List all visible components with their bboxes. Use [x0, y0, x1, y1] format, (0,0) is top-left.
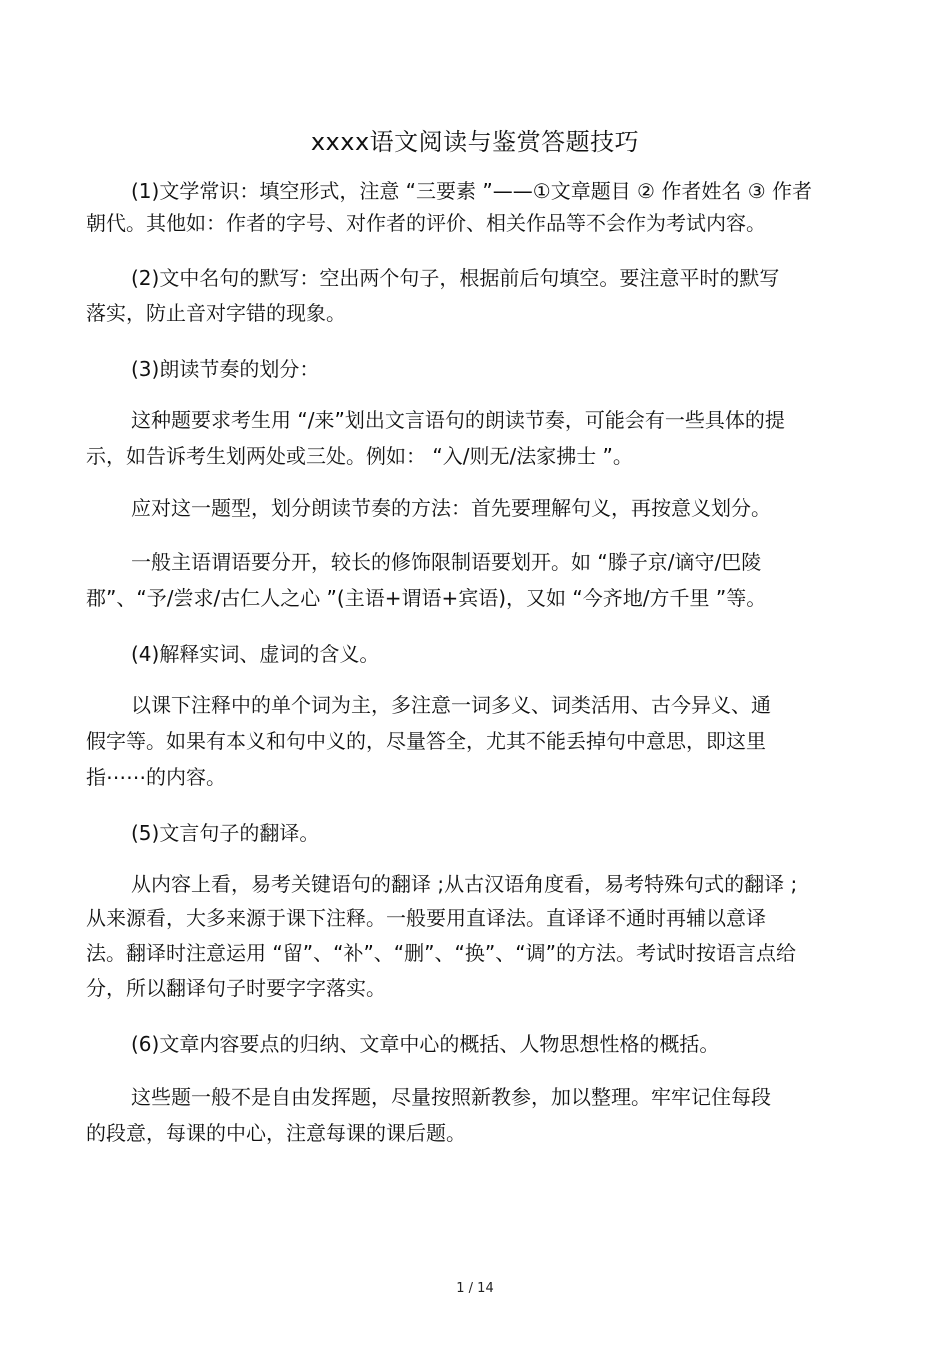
paragraph-line: (3)朗读节奏的划分： [131, 357, 320, 381]
paragraph-line: 从内容上看，易考关键语句的翻译 ;从古汉语角度看，易考特殊句式的翻译 ; [131, 872, 798, 896]
paragraph-line: 法。翻译时注意运用 “留”、“补”、“删”、“换”、“调”的方法。考试时按语言点给 [86, 941, 796, 965]
paragraph-line: (2)文中名句的默写：空出两个句子，根据前后句填空。要注意平时的默写 [131, 266, 780, 290]
paragraph-line: 应对这一题型，划分朗读节奏的方法：首先要理解句义，再按意义划分。 [131, 496, 771, 520]
paragraph-line: 以课下注释中的单个词为主，多注意一词多义、词类活用、古今异义、通 [131, 693, 771, 717]
paragraph-line: 一般主语谓语要分开，较长的修饰限制语要划开。如 “滕子京/谪守/巴陵 [131, 550, 762, 574]
paragraph-line: 郡”、“予/尝求/古仁人之心 ”(主语+谓语+宾语)，又如 “今齐地/方千里 ”等。 [86, 586, 767, 610]
paragraph-line: (4)解释实词、虚词的含义。 [131, 642, 380, 666]
paragraph-line: 朝代。其他如：作者的字号、对作者的评价、相关作品等不会作为考试内容。 [86, 211, 766, 235]
paragraph-line: 这种题要求考生用 “/来”划出文言语句的朗读节奏，可能会有一些具体的提 [131, 408, 785, 432]
paragraph-line: 落实，防止音对字错的现象。 [86, 301, 346, 325]
paragraph-line: 指⋯⋯的内容。 [86, 765, 226, 789]
paragraph-line: 示，如告诉考生划两处或三处。例如： “入/则无/法家拂士 ”。 [86, 444, 633, 468]
page-number: 1 / 14 [456, 1281, 494, 1296]
paragraph-line: 假字等。如果有本义和句中义的，尽量答全，尤其不能丢掉句中意思，即这里 [86, 729, 766, 753]
paragraph-line: 分，所以翻译句子时要字字落实。 [86, 976, 386, 1000]
document-title: xxxx语文阅读与鉴赏答题技巧 [310, 128, 640, 156]
paragraph-line: 从来源看，大多来源于课下注释。一般要用直译法。直译译不通时再辅以意译 [86, 906, 766, 930]
paragraph-line: (6)文章内容要点的归纳、文章中心的概括、人物思想性格的概括。 [131, 1032, 720, 1056]
paragraph-line: 这些题一般不是自由发挥题，尽量按照新教参，加以整理。牢牢记住每段 [131, 1085, 771, 1109]
paragraph-line: (1)文学常识：填空形式，注意 “三要素 ”——①文章题目 ② 作者姓名 ③ 作者 [131, 179, 812, 203]
paragraph-line: (5)文言句子的翻译。 [131, 821, 320, 845]
paragraph-line: 的段意，每课的中心，注意每课的课后题。 [86, 1121, 466, 1145]
